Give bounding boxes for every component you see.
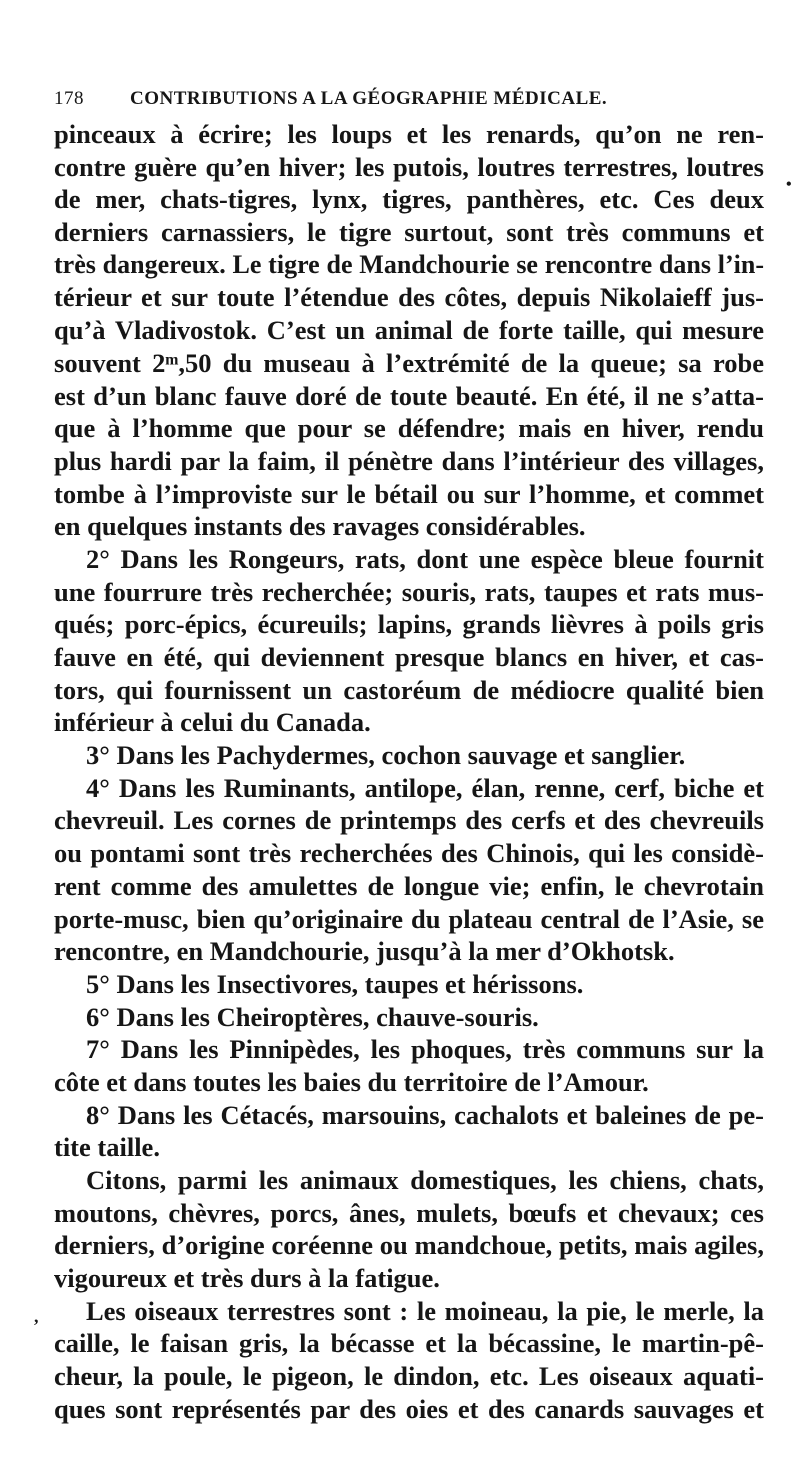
- page-header: [54, 88, 764, 118]
- text-body: [54, 118, 764, 1426]
- text-line: derniers carnassiers, le tigre surtout, sont très communs et: [54, 217, 764, 248]
- text-line: 2° Dans les Rongeurs, rats, dont une espèce bleue fournit: [86, 543, 764, 574]
- text-line: côte et dans toutes les baies du territoire de l’Amour.: [54, 1066, 649, 1097]
- text-line: une fourrure très recherchée; souris, rats, taupes et rats mus-: [54, 576, 764, 607]
- text-line: inférieur à celui du Canada.: [54, 707, 371, 738]
- text-line: porte-musc, bien qu’originaire du plateau central de l’Asie, se: [54, 903, 764, 934]
- text-line: 4° Dans les Ruminants, antilope, élan, renne, cerf, biche et: [86, 772, 764, 803]
- text-line: rent comme des amulettes de longue vie; enfin, le chevrotain: [54, 870, 764, 901]
- text-line: derniers, d’origine coréenne ou mandchoue, petits, mais agiles,: [54, 1230, 764, 1261]
- text-line: qu’à Vladivostok. C’est un animal de forte taille, qui mesure: [54, 315, 764, 346]
- text-line: 5° Dans les Insectivores, taupes et hérissons.: [86, 968, 584, 999]
- text-line: chevreuil. Les cornes de printemps des cerfs et des chevreuils: [54, 805, 764, 836]
- text-line: en quelques instants des ravages considérables.: [54, 511, 586, 542]
- text-line: caille, le faisan gris, la bécasse et la bécassine, le martin-pê-: [54, 1328, 764, 1359]
- book-page: [54, 88, 764, 1426]
- text-line: très dangereux. Le tigre de Mandchourie se rencontre dans l’in-: [54, 249, 764, 279]
- text-line: est d’un blanc fauve doré de toute beauté. En été, il ne s’atta-: [54, 380, 764, 411]
- text-line: cheur, la poule, le pigeon, le dindon, etc. Les oiseaux aquati-: [54, 1361, 764, 1392]
- margin-mark: •: [786, 176, 792, 193]
- text-line: rencontre, en Mandchourie, jusqu’à la mer d’Okhotsk.: [54, 936, 675, 967]
- text-line: fauve en été, qui deviennent presque blancs en hiver, et cas-: [54, 642, 764, 672]
- text-line: pinceaux à écrire; les loups et les renards, qu’on ne ren-: [54, 119, 764, 149]
- text-line: 6° Dans les Cheiroptères, chauve-souris.: [86, 1001, 539, 1032]
- text-line: 8° Dans les Cétacés, marsouins, cachalots et baleines de pe-: [86, 1099, 764, 1130]
- text-line: térieur et sur toute l’étendue des côtes, depuis Nikolaieff jus-: [54, 282, 764, 313]
- running-title: CONTRIBUTIONS A LA GÉOGRAPHIE MÉDICALE.: [130, 88, 608, 109]
- text-line: ou pontami sont très recherchées des Chinois, qui les considè-: [54, 838, 764, 869]
- text-line: tors, qui fournissent un castoréum de médiocre qualité bien: [54, 674, 764, 705]
- text-line: souvent 2ᵐ,50 du museau à l’extrémité de la queue; sa robe: [54, 347, 764, 378]
- text-line: que à l’homme que pour se défendre; mais en hiver, rendu: [54, 413, 764, 444]
- text-line: plus hardi par la faim, il pénètre dans l’intérieur des villages,: [54, 445, 764, 476]
- text-line: vigoureux et très durs à la fatigue.: [54, 1263, 440, 1294]
- text-line: de mer, chats-tigres, lynx, tigres, panthères, etc. Ces deux: [54, 184, 764, 215]
- text-line: contre guère qu’en hiver; les putois, loutres terrestres, loutres: [54, 151, 764, 182]
- text-line: qués; porc-épics, écureuils; lapins, grands lièvres à poils gris: [54, 609, 764, 640]
- page-number: 178: [54, 88, 84, 109]
- text-line: Citons, parmi les animaux domestiques, les chiens, chats,: [86, 1165, 764, 1195]
- text-line: tombe à l’improviste sur le bétail ou sur l’homme, et commet: [54, 478, 764, 509]
- text-line: Les oiseaux terrestres sont : le moineau, la pie, le merle, la: [86, 1295, 764, 1326]
- text-line: moutons, chèvres, porcs, ânes, mulets, bœufs et chevaux; ces: [54, 1197, 764, 1228]
- text-line: 7° Dans les Pinnipèdes, les phoques, très communs sur la: [86, 1034, 764, 1065]
- text-line: 3° Dans les Pachydermes, cochon sauvage et sanglier.: [86, 740, 686, 771]
- text-line: tite taille.: [54, 1132, 160, 1163]
- text-line: ques sont représentés par des oies et des canards sauvages et: [54, 1393, 764, 1424]
- margin-mark: ,: [34, 1306, 39, 1326]
